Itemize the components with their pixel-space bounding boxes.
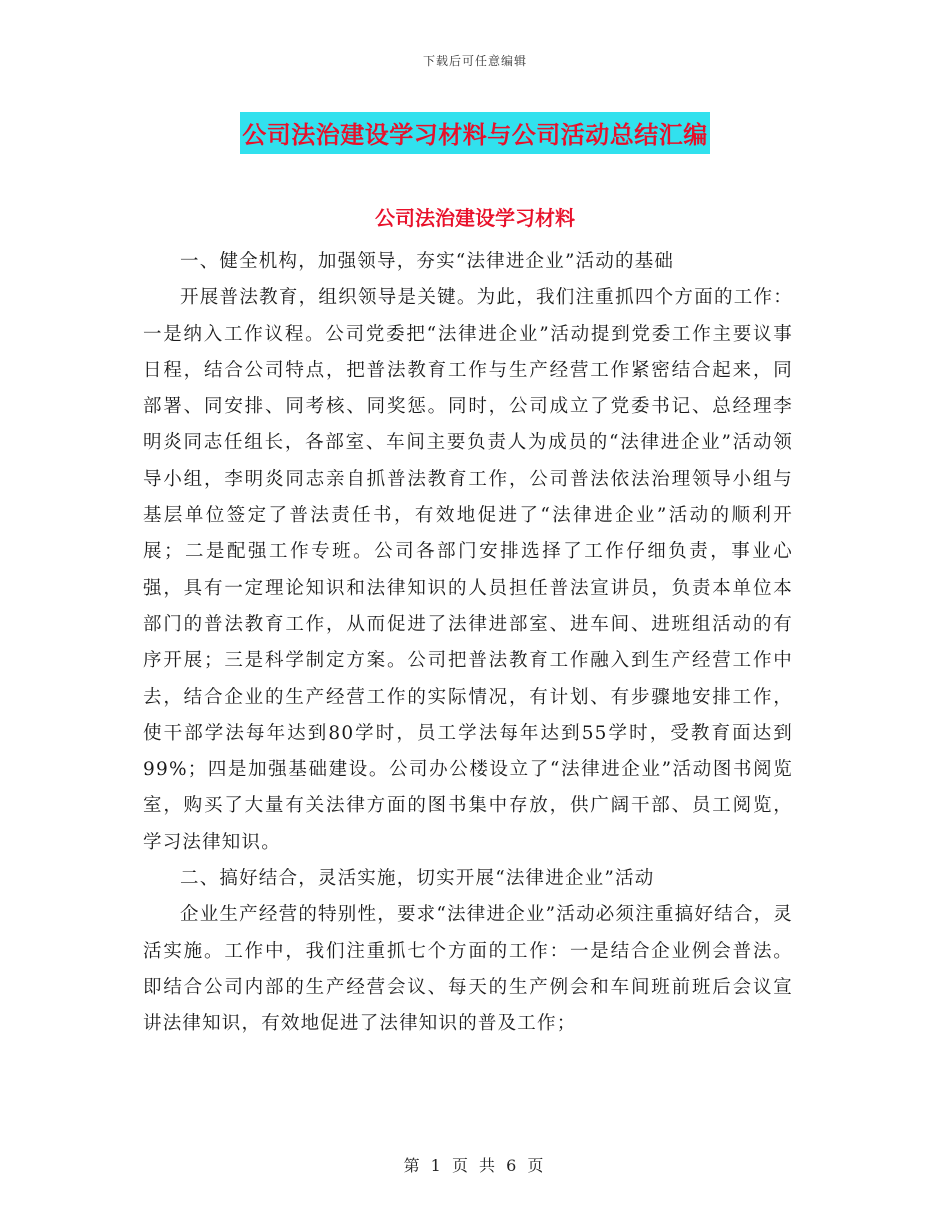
section-heading-2: 二、搞好结合，灵活实施，切实开展“法律进企业”活动: [180, 868, 655, 890]
section-heading-1: 一、健全机构，加强领导，夯实“法律进企业”活动的基础: [180, 251, 675, 272]
body-paragraph-2: 企业生产经营的特别性，要求“法律进企业”活动必须注重搞好结合，灵活实施。工作中，我们注重抓七个方面的工作：一是结合企业例会普法。即结合公司内部的生产经营会议、每天的生产例会和车间班前班后会议宣讲法律知识，有效地促进了法律知识的普及工作；: [143, 904, 793, 1035]
main-title: 公司法治建设学习材料与公司活动总结汇编: [240, 112, 710, 154]
document-body: [143, 244, 793, 1043]
body-paragraph-1: 开展普法教育，组织领导是关键。为此，我们注重抓四个方面的工作：一是纳入工作议程。公司党委把“法律进企业”活动提到党委工作主要议事日程，结合公司特点，把普法教育工作与生产经营工作紧密结合起来，同部署、同安排、同考核、同奖惩。同时，公司成立了党委书记、总经理李明炎同志任组长，各部室、车间主要负责人为成员的“法律进企业”活动领导小组，李明炎同志亲自抓普法教育工作，公司普法依法治理领导小组与基层单位签定了普法责任书，有效地促进了“法律进企业”活动的顺利开展；二是配强工作专班。公司各部门安排选择了工作仔细负责，事业心强，具有一定理论知识和法律知识的人员担任普法宣讲员，负责本单位本部门的普法教育工作，从而促进了法律进部室、进车间、进班组活动的有序开展；三是科学制定方案。公司把普法教育工作融入到生产经营工作中去，结合企业的生产经营工作的实际情况，有计划、有步骤地安排工作，使干部学法每年达到80学时，员工学法每年达到55学时，受教育面达到99%；四是加强基础建设。公司办公楼设立了“法律进企业”活动图书阅览室，购买了大量有关法律方面的图书集中存放，供广阔干部、员工阅览，学习法律知识。: [143, 287, 793, 853]
page-header-note: 下载后可任意编辑: [422, 54, 527, 68]
section-title: 公司法治建设学习材料: [375, 206, 575, 230]
main-title-container: [0, 112, 950, 154]
page-number-footer: 第 1 页 共 6 页: [403, 1156, 547, 1175]
